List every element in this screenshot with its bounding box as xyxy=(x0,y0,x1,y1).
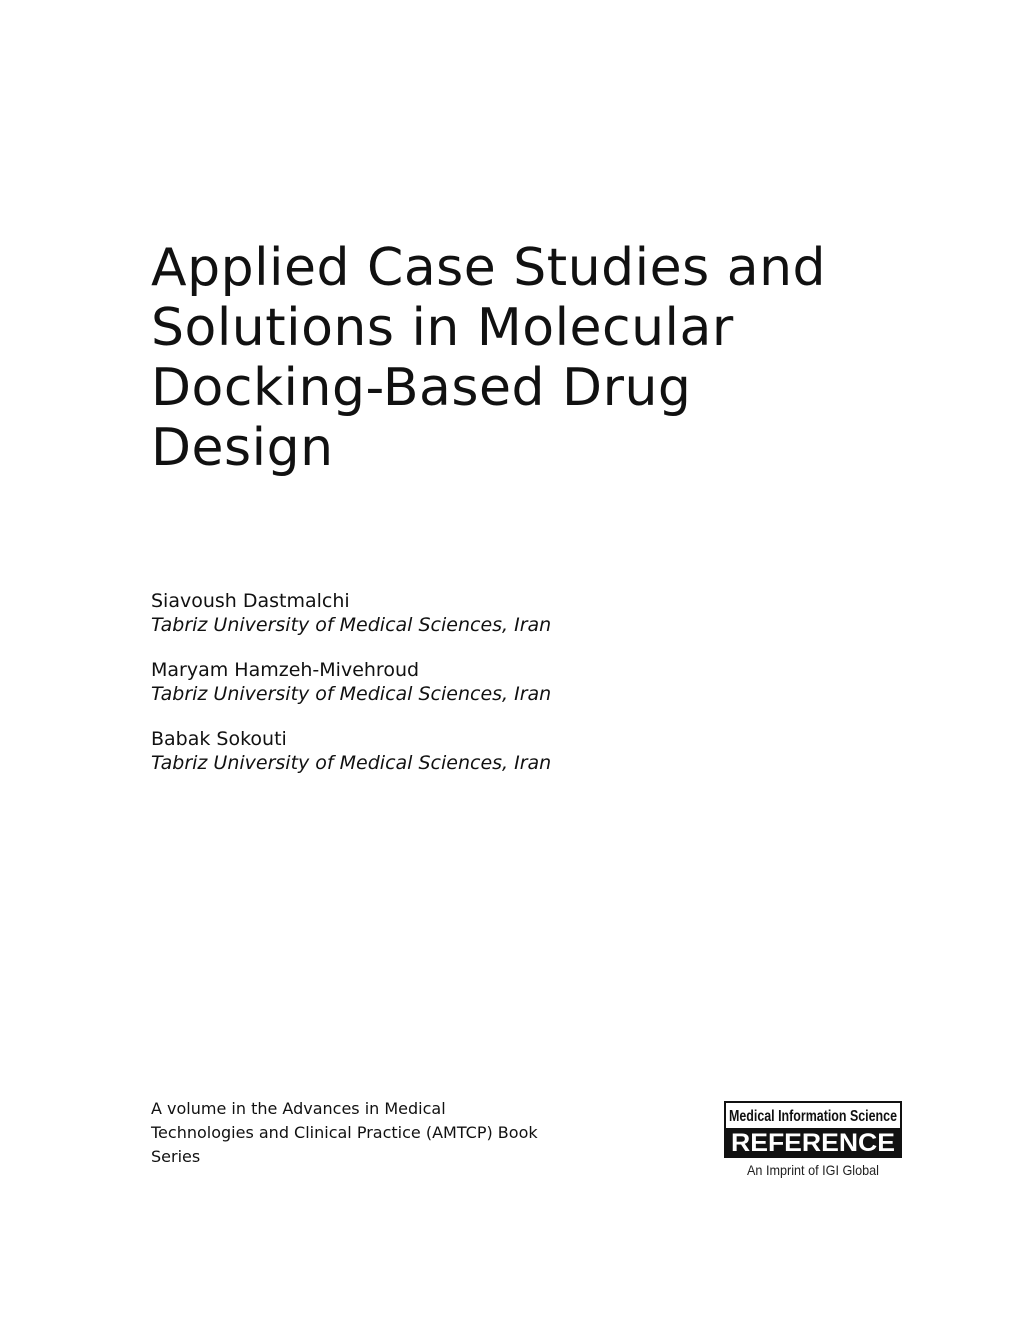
logo-imprint-text: An Imprint of IGI Global xyxy=(747,1162,879,1178)
author-affiliation: Tabriz University of Medical Sciences, Iran xyxy=(151,752,552,774)
logo-top-text: Medical Information Science xyxy=(729,1108,898,1125)
series-note-line: Technologies and Clinical Practice (AMTCP) Book xyxy=(151,1123,538,1142)
author-affiliation: Tabriz University of Medical Sciences, Iran xyxy=(151,614,552,636)
author-list xyxy=(151,589,751,796)
author-entry xyxy=(151,589,751,637)
author-name: Maryam Hamzeh-Mivehroud xyxy=(151,659,420,681)
book-title-line: Solutions in Molecular xyxy=(151,298,734,358)
book-title-line: Applied Case Studies and xyxy=(151,238,827,298)
book-title xyxy=(151,238,911,478)
series-note xyxy=(151,1097,571,1169)
author-name: Babak Sokouti xyxy=(151,728,287,750)
book-title-line: Docking-Based Drug xyxy=(151,358,692,418)
logo-main-text: REFERENCE xyxy=(731,1129,895,1157)
author-entry xyxy=(151,727,751,775)
series-note-line: A volume in the Advances in Medical xyxy=(151,1099,446,1118)
author-affiliation: Tabriz University of Medical Sciences, Iran xyxy=(151,683,552,705)
author-name: Siavoush Dastmalchi xyxy=(151,590,350,612)
author-entry xyxy=(151,658,751,706)
series-note-line: Series xyxy=(151,1147,201,1166)
book-title-line: Design xyxy=(151,418,334,478)
publisher-logo xyxy=(724,1101,902,1181)
